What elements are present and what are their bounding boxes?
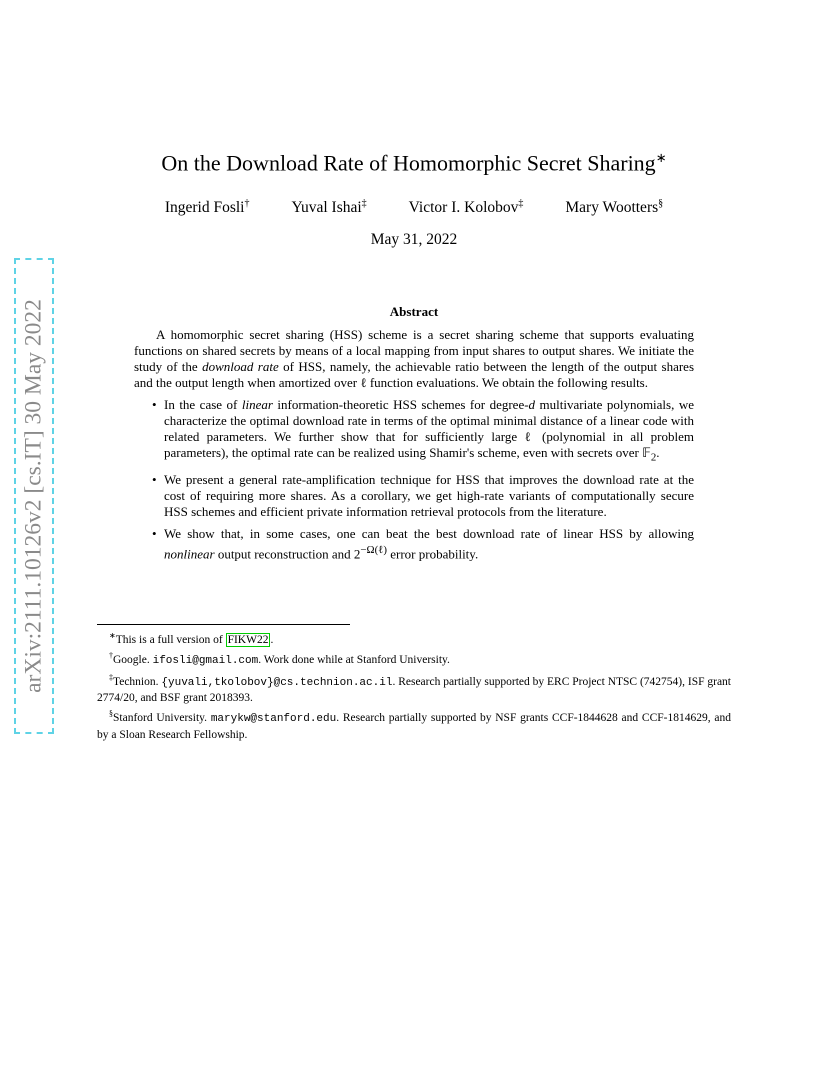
- footnote: ‡Technion. {yuvali,tkolobov}@cs.technion.ac.il. Research partially supported by ERC Project NTSC (742754), ISF grant 2774/20, and BSF grant 2018393.: [97, 672, 731, 704]
- paper-date: May 31, 2022: [370, 231, 458, 248]
- email-address: ifosli@gmail.com: [152, 655, 259, 668]
- abstract-paragraph: A homomorphic secret sharing (HSS) scheme is a secret sharing scheme that supports evaluating functions on shared secrets by means of a local mapping from input shares to output shares. We initiate the study of the download rate of HSS, namely, the achievable ratio between the length of the output shares and the output length when amortized over ℓ function evaluations. We obtain the following results.: [134, 327, 695, 390]
- list-item: • We present a general rate-amplification technique for HSS that improves the download rate at the cost of requiring more shares. As a corollary, we get high-rate variants of computationally secure HSS schemes and efficient private information retrieval protocols from the literature.: [134, 472, 694, 520]
- abstract-heading: Abstract: [389, 304, 439, 319]
- citation-link[interactable]: FIKW22: [227, 633, 269, 646]
- author-list: [0, 198, 828, 217]
- list-item: • We show that, in some cases, one can beat the best download rate of linear HSS by allowing nonlinear output reconstruction and $2^{-\Omega(\ell)}$ error probability.: [134, 526, 694, 562]
- author: Victor I. Kolobov‡: [408, 198, 524, 217]
- author: Yuval Ishai‡: [291, 198, 367, 217]
- results-list: [134, 397, 694, 562]
- footnote: †Google. ifosli@gmail.com. Work done while at Stanford University.: [109, 651, 450, 668]
- paper-title: [0, 150, 828, 176]
- author: Mary Wootters§: [565, 198, 664, 217]
- footnote: ∗This is a full version of FIKW22 .: [109, 631, 274, 646]
- title-footnote-mark: ∗: [655, 150, 667, 165]
- email-address: marykw@stanford.edu: [210, 713, 337, 726]
- footnotes: [97, 628, 731, 743]
- footnote-separator: [97, 624, 350, 625]
- paper-title-text: On the Download Rate of Homomorphic Secret Sharing: [161, 150, 656, 176]
- email-address: {yuvali,tkolobov}@cs.technion.ac.il: [161, 676, 393, 689]
- footnote: §Stanford University. marykw@stanford.edu. Research partially supported by NSF grants CCF-1844628 and CCF-1814629, and by a Sloan Research Fellowship.: [97, 709, 731, 741]
- author: Ingerid Fosli†: [164, 198, 250, 217]
- list-item: • In the case of linear information-theoretic HSS schemes for degree-d multivariate polynomials, we characterize the optimal download rate in terms of the optimal minimal distance of a linear code with related parameters. We further show that for sufficiently large ℓ (polynomial in all problem parameters), the optimal rate can be realized using Shamir's scheme, even with secrets over 𝔽$_2$.: [134, 397, 694, 466]
- abstract-body: [134, 327, 694, 568]
- arxiv-identifier-stamp: [14, 258, 54, 734]
- arxiv-identifier: arXiv:2111.10126v2 [cs.IT] 30 May 2022: [20, 299, 47, 693]
